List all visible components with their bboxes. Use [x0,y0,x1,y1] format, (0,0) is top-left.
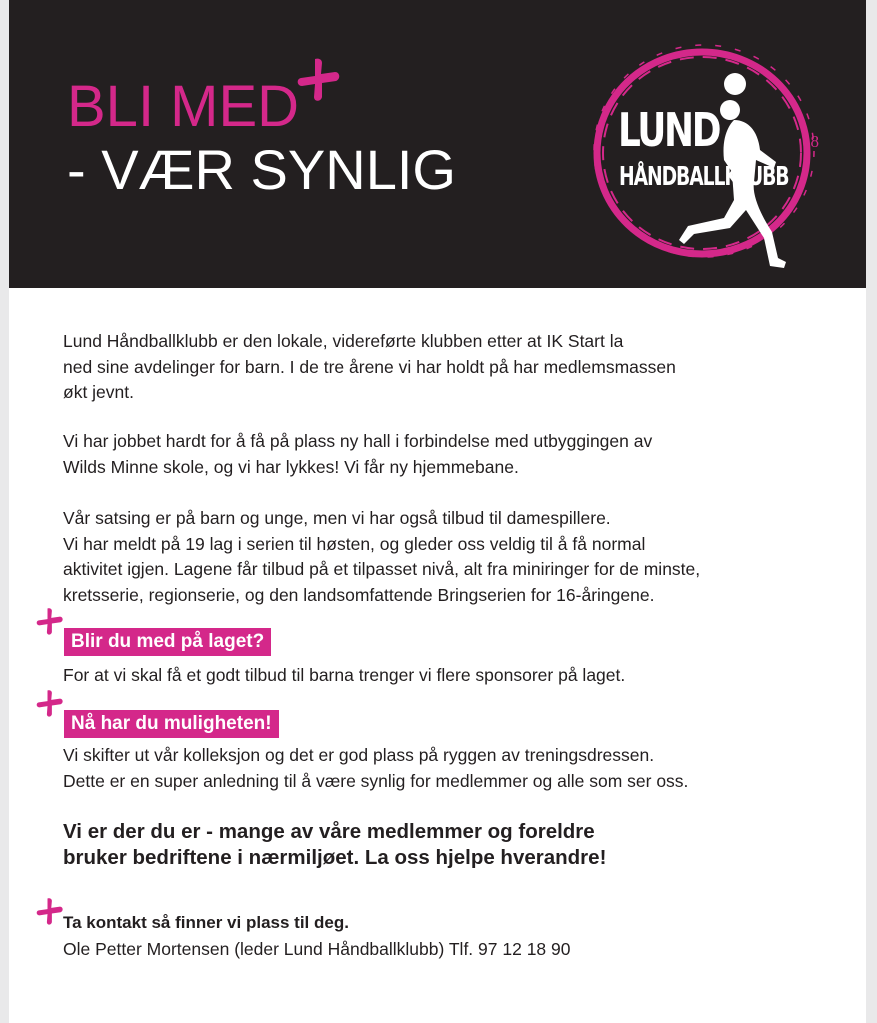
paragraph-line: Vår satsing er på barn og unge, men vi har også tilbud til damespillere. [63,508,611,528]
paragraph-line: ned sine avdelinger for barn. I de tre årene vi har holdt på har medlemsmassen [63,356,676,377]
plus-icon [35,606,65,636]
paragraph-line: Vi skifter ut vår kolleksjon og det er god plass på ryggen av treningsdressen. [63,745,655,765]
section-join-team-text [63,663,625,689]
intro-paragraph-2 [63,429,823,480]
contact-heading: Ta kontakt så finner vi plass til deg. [63,913,349,932]
paragraph-line: Vi har meldt på 19 lag i serien til høsten, og gleder oss veldig til å få normal [63,533,646,554]
logo-club-name: LUND [618,103,720,157]
paragraph-line: økt jevnt. [63,382,134,402]
logo-year: 18 [802,132,819,151]
flyer-page [9,0,866,1023]
paragraph-line: Vi har jobbet hardt for å få på plass ny hall i forbindelse med utbyggingen av [63,431,653,451]
section-heading-opportunity: Nå har du muligheten! [64,710,279,738]
intro-paragraph-1 [63,329,823,406]
paragraph-line: aktivitet igjen. Lagene får tilbud på et tilpasset nivå, alt fra miniringer for de minste, [63,559,701,579]
paragraph-line: Dette er en super anledning til å være synlig for medlemmer og alle som ser oss. [63,770,689,791]
plus-icon [35,896,65,926]
highlight-line: bruker bedriftene i nærmiljøet. La oss hjelpe hverandre! [63,846,607,869]
plus-icon [295,55,343,103]
paragraph-line: For at vi skal få et godt tilbud til barna trenger vi flere sponsorer på laget. [63,665,626,685]
header-banner [9,0,866,288]
logo-club-subtitle: HÅNDBALLKLUBB [619,162,789,192]
section-heading-join-team: Blir du med på laget? [64,628,271,656]
plus-icon [35,688,65,718]
paragraph-line: kretsserie, regionserie, og den landsomfattende Bringserien for 16-åringene. [63,584,655,605]
paragraph-line: Lund Håndballklubb er den lokale, videreførte klubben etter at IK Start la [63,331,624,351]
title-line-2: - VÆR SYNLIG [67,138,456,201]
highlight-statement [63,819,803,871]
paragraph-line: Wilds Minne skole, og vi har lykkes! Vi får ny hjemmebane. [63,456,519,477]
section-opportunity-text [63,743,688,794]
title-line-1: BLI MED [67,74,300,139]
highlight-line: Vi er der du er - mange av våre medlemmer og foreldre [63,820,595,843]
club-logo [584,32,829,272]
intro-paragraph-3 [63,506,823,608]
contact-details: Ole Petter Mortensen (leder Lund Håndballklubb) Tlf. 97 12 18 90 [63,939,571,959]
